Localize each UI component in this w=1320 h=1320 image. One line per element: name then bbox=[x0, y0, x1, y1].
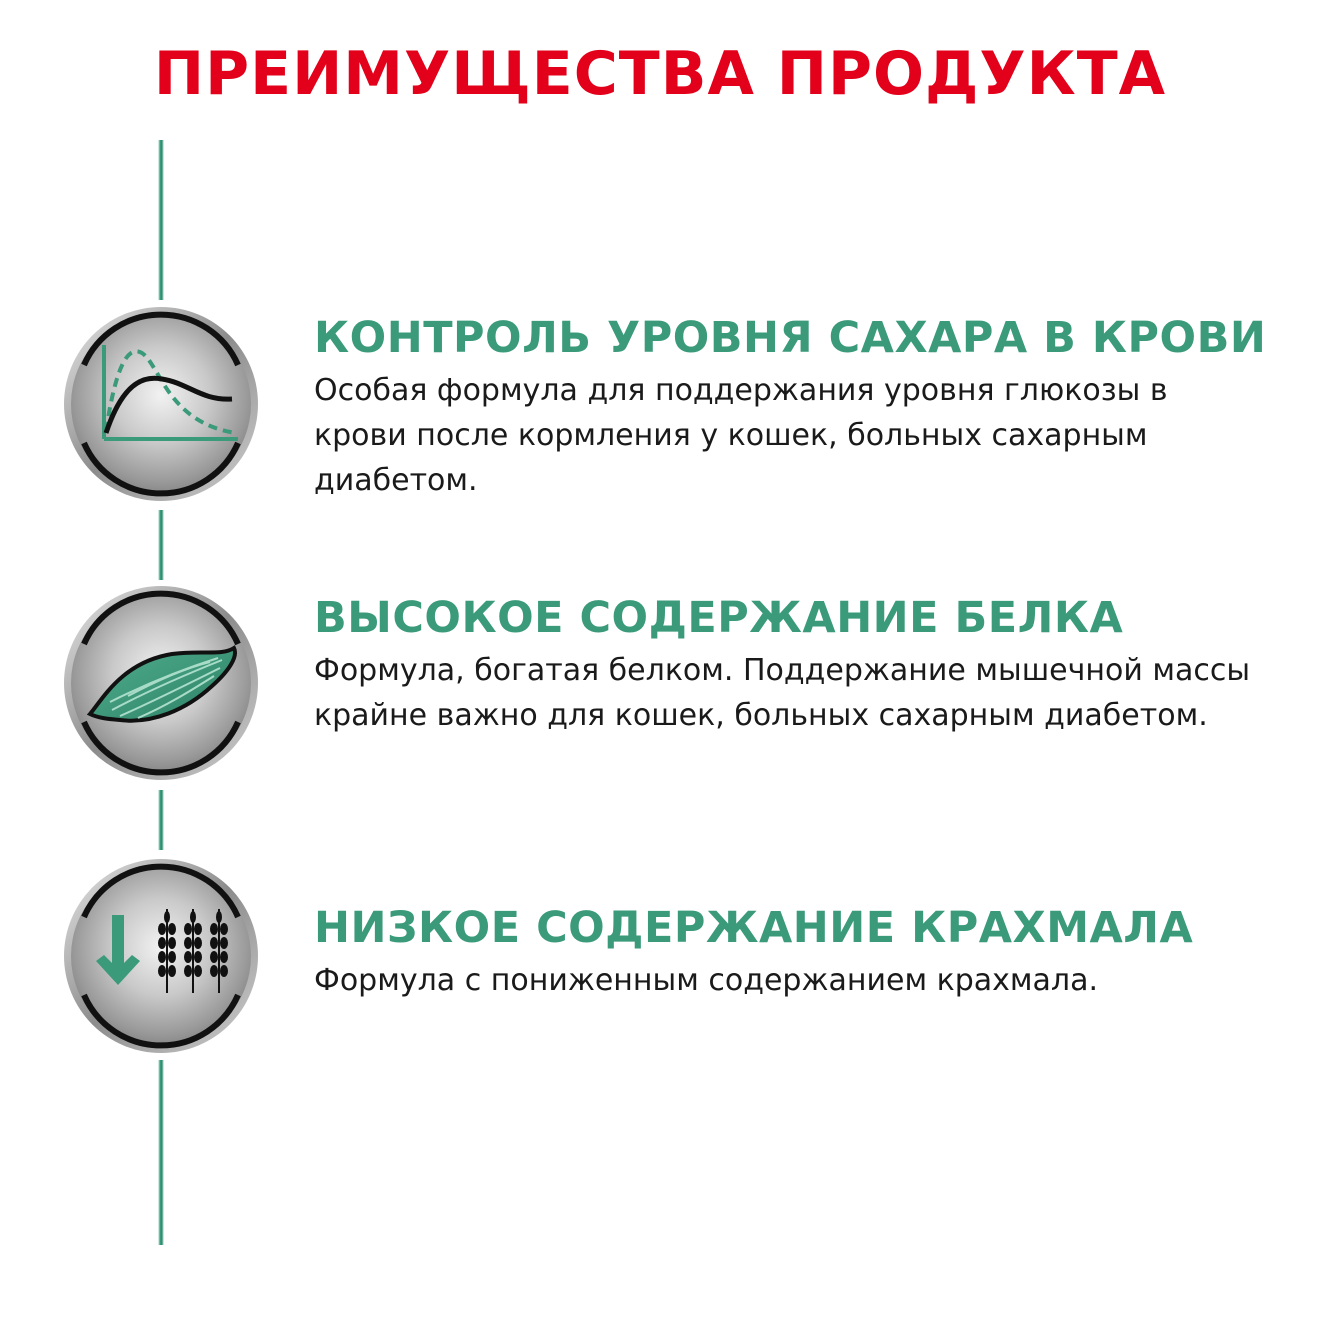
benefit-title: ВЫСОКОЕ СОДЕРЖАНИЕ БЕЛКА bbox=[314, 593, 1124, 643]
muscle-fiber-badge bbox=[62, 584, 260, 782]
timeline-line-top bbox=[158, 140, 164, 300]
low-starch-badge bbox=[62, 857, 260, 1055]
timeline-line-segment bbox=[158, 510, 164, 580]
low-starch-wheat-icon bbox=[62, 857, 260, 1055]
muscle-fiber-icon bbox=[62, 584, 260, 782]
benefit-high-protein bbox=[314, 590, 1304, 738]
page-title: ПРЕИМУЩЕСТВА ПРОДУКТА bbox=[153, 39, 1167, 109]
benefit-blood-sugar bbox=[314, 310, 1304, 503]
timeline-line-bottom bbox=[158, 1060, 164, 1245]
benefit-low-starch bbox=[314, 900, 1304, 1003]
benefit-title: КОНТРОЛЬ УРОВНЯ САХАРА В КРОВИ bbox=[314, 313, 1267, 363]
glucose-curve-badge bbox=[62, 305, 260, 503]
benefit-description: Особая формула для поддержания уровня глюкозы в крови после кормления у кошек, больных сахарным диабетом. bbox=[314, 373, 1168, 498]
benefit-description: Формула с пониженным содержанием крахмала. bbox=[314, 963, 1099, 998]
benefit-title: НИЗКОЕ СОДЕРЖАНИЕ КРАХМАЛА bbox=[314, 903, 1194, 953]
timeline-line-segment bbox=[158, 790, 164, 850]
glucose-curve-icon bbox=[62, 305, 260, 503]
benefit-description: Формула, богатая белком. Поддержание мышечной массы крайне важно для кошек, больных сахарным диабетом. bbox=[314, 653, 1251, 733]
